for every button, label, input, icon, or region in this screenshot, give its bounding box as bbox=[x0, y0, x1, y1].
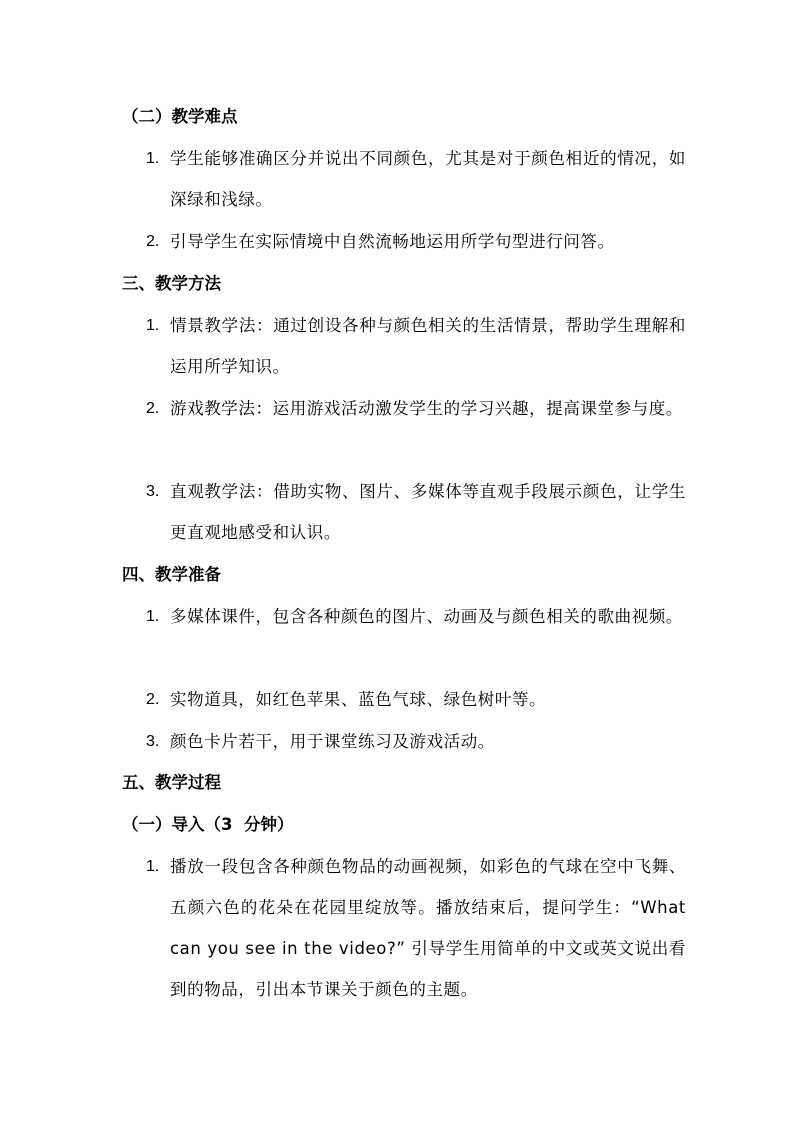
section-title-process: 五、教学过程 bbox=[122, 773, 221, 792]
list-item bbox=[146, 846, 686, 1010]
list-item bbox=[146, 221, 686, 262]
list-number: 3. bbox=[146, 733, 160, 750]
list-text: 实物道具，如红色苹果、蓝色气球、绿色树叶等。 bbox=[170, 690, 547, 709]
subsection-title-intro: （一）导入（3 分钟） bbox=[122, 815, 294, 834]
list-number: 2. bbox=[146, 233, 160, 250]
list-text: 引导学生在实际情境中自然流畅地运用所学句型进行问答。 bbox=[170, 232, 615, 251]
list-item bbox=[146, 138, 686, 220]
list-item bbox=[146, 388, 686, 429]
list-text: 颜色卡片若干，用于课堂练习及游戏活动。 bbox=[170, 732, 495, 751]
list-text: 情景教学法：通过创设各种与颜色相关的生活情景，帮助学生理解和运用所学知识。 bbox=[170, 316, 686, 376]
list-number: 1. bbox=[146, 608, 160, 625]
list-text: 游戏教学法：运用游戏活动激发学生的学习兴趣，提高课堂参与度。 bbox=[170, 399, 683, 418]
list-number: 2. bbox=[146, 400, 160, 417]
list-item bbox=[146, 305, 686, 387]
list-text: 学生能够准确区分并说出不同颜色，尤其是对于颜色相近的情况，如深绿和浅绿。 bbox=[170, 149, 686, 209]
section-title-methods: 三、教学方法 bbox=[122, 274, 221, 293]
list-text: 多媒体课件，包含各种颜色的图片、动画及与颜色相关的歌曲视频。 bbox=[170, 607, 683, 626]
list-number: 1. bbox=[146, 317, 160, 334]
list-number: 1. bbox=[146, 150, 160, 167]
list-item bbox=[146, 679, 686, 720]
list-number: 1. bbox=[146, 858, 160, 875]
list-item bbox=[146, 471, 686, 553]
list-item bbox=[146, 721, 686, 762]
list-number: 3. bbox=[146, 483, 160, 500]
subsection-title-difficulty: （二）教学难点 bbox=[122, 107, 238, 126]
list-number: 2. bbox=[146, 691, 160, 708]
list-text: 直观教学法：借助实物、图片、多媒体等直观手段展示颜色，让学生更直观地感受和认识。 bbox=[170, 482, 686, 542]
list-item bbox=[146, 596, 686, 637]
list-text: 播放一段包含各种颜色物品的动画视频，如彩色的气球在空中飞舞、五颜六色的花朵在花园里绽放等。播放结束后，提问学生：“What can you see in the video?” 引导学生用简单的中文或英文说出看到的物品，引出本节课关于颜色的主题。 bbox=[170, 857, 686, 999]
section-title-preparation: 四、教学准备 bbox=[122, 565, 221, 584]
